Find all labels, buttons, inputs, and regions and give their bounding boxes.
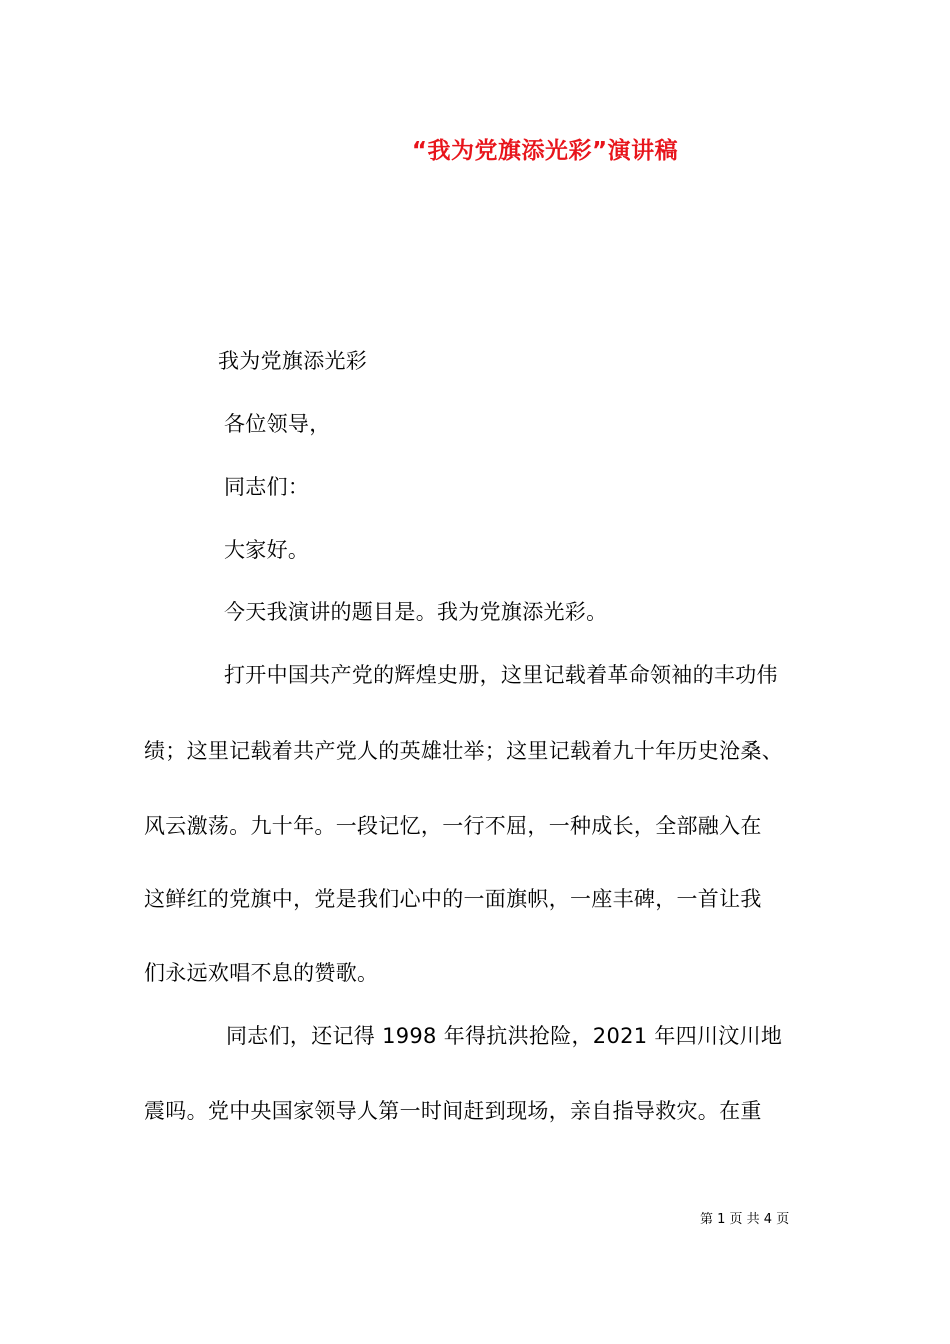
speech-heading: 我为党旗添光彩 <box>218 349 368 373</box>
greeting-comrades: 同志们： <box>224 475 310 499</box>
greeting-hello: 大家好。 <box>224 538 310 562</box>
paragraph-line: 绩；这里记载着共产党人的英雄壮举；这里记载着九十年历史沧桑、 <box>144 739 783 763</box>
paragraph-line: 这鲜红的党旗中，党是我们心中的一面旗帜，一座丰碑，一首让我 <box>144 887 762 911</box>
greeting-leaders: 各位领导， <box>224 412 331 436</box>
paragraph-line: 们永远欢唱不息的赞歌。 <box>144 961 379 985</box>
paragraph-line: 震吗。党中央国家领导人第一时间赶到现场，亲自指导救灾。在重 <box>144 1099 762 1123</box>
page-number-footer: 第 1 页 共 4 页 <box>700 1212 790 1227</box>
paragraph-line: 同志们，还记得 1998 年得抗洪抢险，2021 年四川汶川地 <box>226 1024 783 1048</box>
document-title: “我为党旗添光彩”演讲稿 <box>411 138 679 164</box>
paragraph-line: 打开中国共产党的辉煌史册，这里记载着革命领袖的丰功伟 <box>224 663 778 687</box>
speech-topic-line: 今天我演讲的题目是。我为党旗添光彩。 <box>224 600 608 624</box>
paragraph-line: 风云激荡。九十年。一段记忆，一行不屈，一种成长，全部融入在 <box>144 814 762 838</box>
